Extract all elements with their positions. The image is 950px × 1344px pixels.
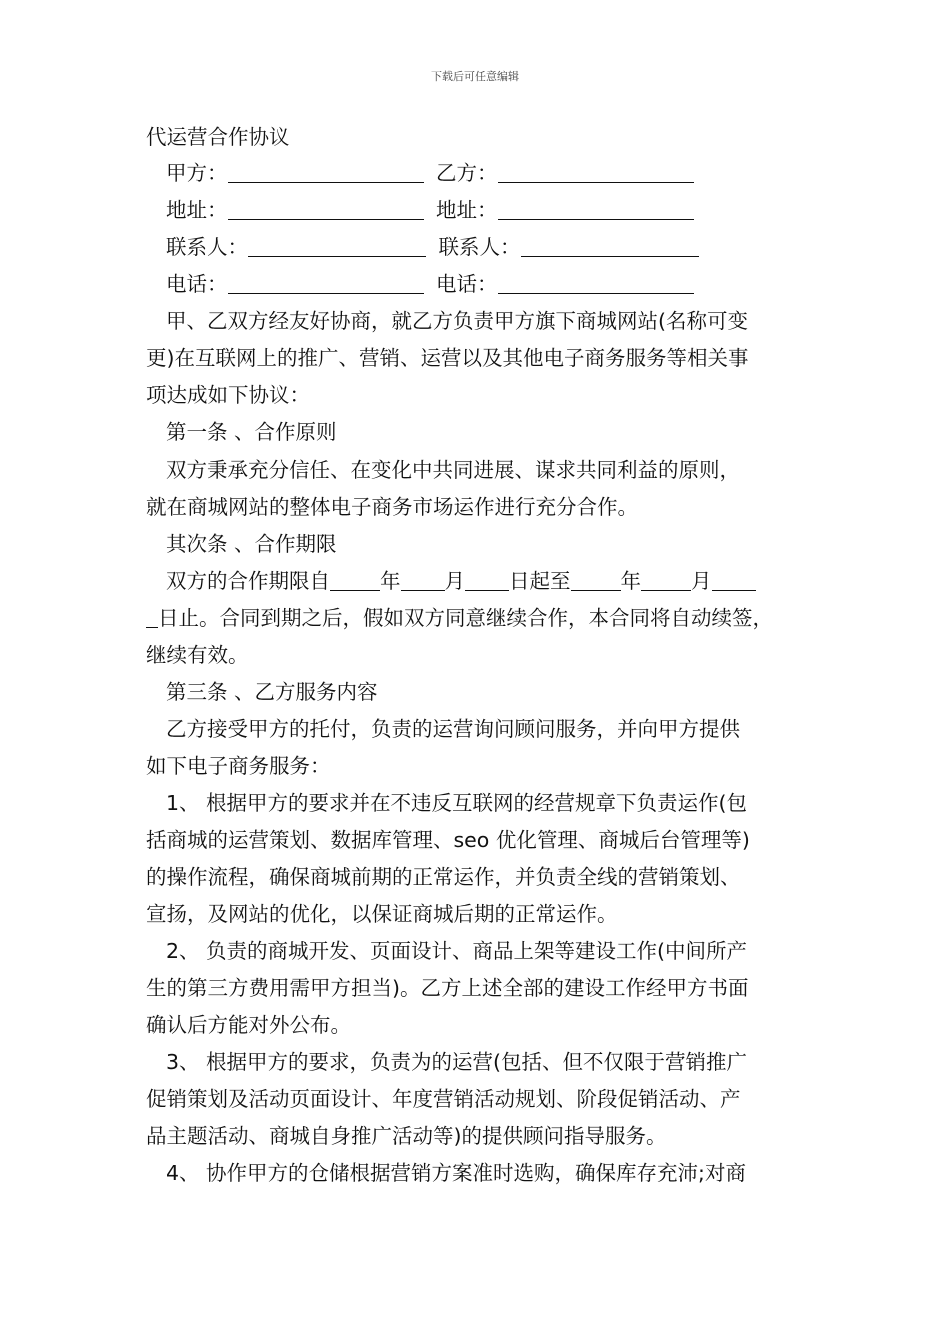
intro-line: 更)在互联网上的推广、营销、运营以及其他电子商务服务等相关事 (146, 346, 749, 370)
item2-line: 确认后方能对外公布。 (146, 1013, 351, 1037)
item4-line: 4、 协作甲方的仓储根据营销方案准时选购，确保库存充沛;对商 (166, 1161, 746, 1185)
address-row (166, 195, 694, 225)
article2-term-line: 继续有效。 (146, 643, 249, 667)
party-b-label: 乙方： (436, 161, 498, 185)
article3-intro: 乙方接受甲方的托付，负责的运营询问顾问服务，并向甲方提供 (166, 717, 740, 741)
end-day-blank (712, 570, 756, 591)
start-day-blank (465, 570, 509, 591)
item2-line: 2、 负责的商城开发、页面设计、商品上架等建设工作(中间所产 (166, 939, 748, 963)
contact-b-blank (521, 236, 699, 257)
end-month-blank (641, 570, 691, 591)
start-month-blank (401, 570, 445, 591)
term-day-to: 日起至 (509, 569, 571, 593)
article3-intro: 如下电子商务服务： (146, 754, 331, 778)
contact-a-label: 联系人： (166, 235, 248, 259)
article1-title: 第一条 、合作原则 (166, 420, 337, 444)
term-pre: 双方的合作期限自 (166, 569, 330, 593)
end-day-blank-cont (146, 607, 158, 628)
item2-line: 生的第三方费用需甲方担当)。乙方上述全部的建设工作经甲方书面 (146, 976, 749, 1000)
item1-line: 宣扬，及网站的优化，以保证商城后期的正常运作。 (146, 902, 618, 926)
article2-title: 其次条 、合作期限 (166, 532, 337, 556)
party-a-label: 甲方： (166, 161, 228, 185)
item1-line: 括商城的运营策划、数据库管理、seo 优化管理、商城后台管理等) (146, 828, 750, 852)
article1-text: 双方秉承充分信任、在变化中共同进展、谋求共同利益的原则， (166, 458, 740, 482)
intro-line: 项达成如下协议： (146, 383, 310, 407)
term-year: 年 (380, 569, 401, 593)
article3-title: 第三条 、乙方服务内容 (166, 680, 378, 704)
address-b-blank (498, 199, 694, 220)
item3-line: 促销策划及活动页面设计、年度营销活动规划、阶段促销活动、产 (146, 1087, 741, 1111)
end-year-blank (571, 570, 621, 591)
phone-a-blank (228, 273, 424, 294)
item3-line: 3、 根据甲方的要求，负责为的运营(包括、但不仅限于营销推广 (166, 1050, 748, 1074)
party-row (166, 158, 694, 188)
article2-term-line (166, 566, 756, 596)
term-end-text: 日止。合同到期之后，假如双方同意继续合作，本合同将自动续签， (158, 606, 773, 630)
term-year2: 年 (620, 569, 641, 593)
contact-b-label: 联系人： (438, 235, 521, 259)
start-year-blank (330, 570, 380, 591)
address-b-label: 地址： (436, 198, 498, 222)
article1-text: 就在商城网站的整体电子商务市场运作进行充分合作。 (146, 495, 638, 519)
phone-b-blank (498, 273, 694, 294)
party-b-blank (498, 162, 694, 183)
contact-a-blank (248, 236, 426, 257)
term-month2: 月 (691, 569, 712, 593)
article2-term-line (146, 603, 773, 633)
item1-line: 1、 根据甲方的要求并在不违反互联网的经营规章下负责运作(包 (166, 791, 748, 815)
phone-row (166, 269, 694, 299)
address-a-label: 地址： (166, 198, 228, 222)
address-a-blank (228, 199, 424, 220)
item1-line: 的操作流程，确保商城前期的正常运作，并负责全线的营销策划、 (146, 865, 741, 889)
contact-row (166, 232, 699, 262)
item3-line: 品主题活动、商城自身推广活动等)的提供顾问指导服务。 (146, 1124, 667, 1148)
page-header: 下载后可任意编辑 (431, 70, 519, 83)
phone-a-label: 电话： (166, 272, 228, 296)
intro-line: 甲、乙双方经友好协商，就乙方负责甲方旗下商城网站(名称可变 (166, 309, 748, 333)
phone-b-label: 电话： (436, 272, 498, 296)
document-title: 代运营合作协议 (146, 125, 290, 149)
term-month: 月 (444, 569, 465, 593)
party-a-blank (228, 162, 424, 183)
